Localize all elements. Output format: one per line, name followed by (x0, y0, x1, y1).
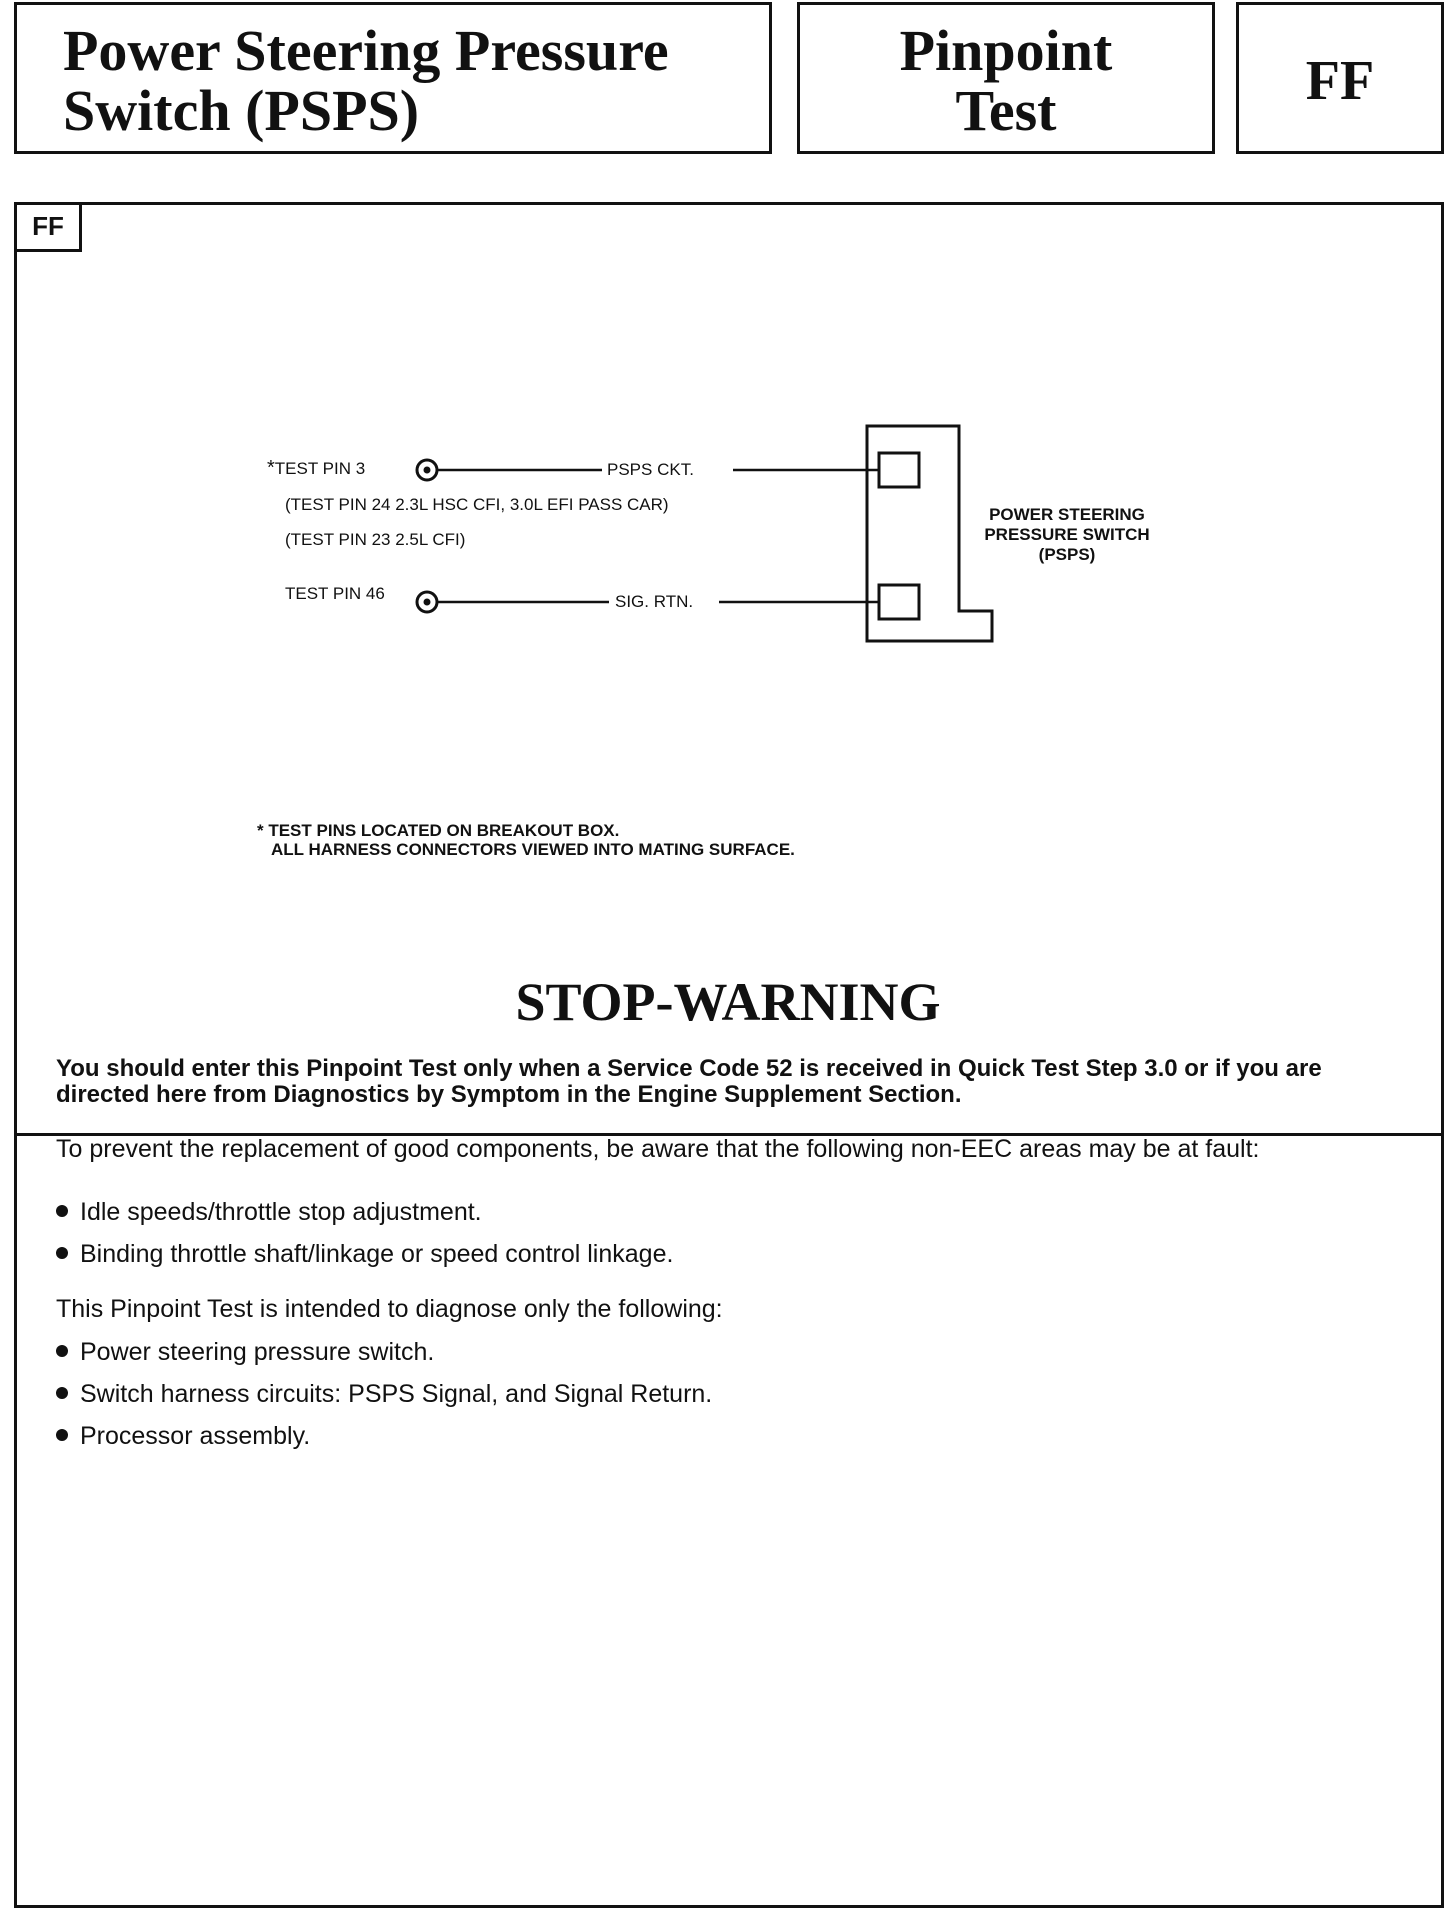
test-type-line-1: Pinpoint (899, 18, 1113, 83)
bullet-dot (56, 1247, 68, 1259)
page-title (63, 18, 669, 143)
test-pin-3-note-1: (TEST PIN 24 2.3L HSC CFI, 3.0L EFI PASS CAR) (285, 495, 669, 514)
test-type-line-2: Test (955, 78, 1057, 143)
switch-label-line-3: (PSPS) (1038, 545, 1096, 564)
diagram-footnote-line-1: * TEST PINS LOCATED ON BREAKOUT BOX. (257, 821, 620, 840)
bullet-dot (56, 1345, 68, 1357)
page-title-line-2: Switch (PSPS) (63, 78, 420, 143)
intended-text: This Pinpoint Test is intended to diagnose only the following: (56, 1295, 723, 1323)
switch-label-line-2: PRESSURE SWITCH (984, 525, 1150, 544)
warning-lead-text: You should enter this Pinpoint Test only when a Service Code 52 is received in Quick Test Step 3.0 or if you are directed here from Diagnostics by Symptom in the Engine Supplement Section. (56, 1055, 1322, 1108)
panel-code-tag: FF (14, 202, 82, 252)
fault-item-text: Idle speeds/throttle stop adjustment. (80, 1198, 482, 1226)
test-code-box (1236, 2, 1444, 154)
diagram-footnote (257, 821, 795, 859)
fault-item (56, 1198, 482, 1226)
bullet-dot (56, 1205, 68, 1217)
diagnose-item (56, 1422, 310, 1450)
sig-rtn-circuit-label: SIG. RTN. (615, 592, 694, 611)
bullet-dot (56, 1387, 68, 1399)
switch-terminal-lower (879, 585, 919, 619)
diagnose-item-text: Power steering pressure switch. (80, 1338, 435, 1366)
title-box (14, 2, 772, 154)
test-pin-3-label (267, 458, 365, 479)
diagram-footnote-line-2: ALL HARNESS CONNECTORS VIEWED INTO MATING SURFACE. (271, 840, 795, 859)
switch-terminal-upper (879, 453, 919, 487)
test-type-box (797, 2, 1215, 154)
psps-circuit-label: PSPS CKT. (607, 460, 694, 479)
diagnose-item-text: Processor assembly. (80, 1422, 311, 1450)
warning-title: STOP-WARNING (515, 972, 941, 1032)
page-title-line-1: Power Steering Pressure (63, 18, 669, 83)
bullet-dot (56, 1429, 68, 1441)
test-type-label (800, 18, 1212, 143)
diagnose-item (56, 1380, 712, 1408)
switch-label-line-1: POWER STEERING (989, 505, 1145, 524)
test-pin-3-name: TEST PIN 3 (274, 459, 366, 478)
test-pin-3-connector-center (424, 467, 431, 474)
fault-item (56, 1240, 673, 1268)
test-pin-3-asterisk: * (267, 457, 275, 479)
fault-item-text: Binding throttle shaft/linkage or speed control linkage. (80, 1240, 674, 1268)
diagnose-item (56, 1338, 434, 1366)
switch-label (947, 505, 1187, 565)
prevent-text: To prevent the replacement of good components, be aware that the following non-EEC areas may be at fault: (56, 1135, 1260, 1163)
test-pin-46-label: TEST PIN 46 (285, 584, 385, 603)
test-code: FF (1305, 50, 1375, 112)
test-pin-46-connector-center (424, 599, 431, 606)
diagnose-item-text: Switch harness circuits: PSPS Signal, and Signal Return. (80, 1380, 713, 1408)
test-pin-3-note-2: (TEST PIN 23 2.5L CFI) (285, 530, 466, 549)
